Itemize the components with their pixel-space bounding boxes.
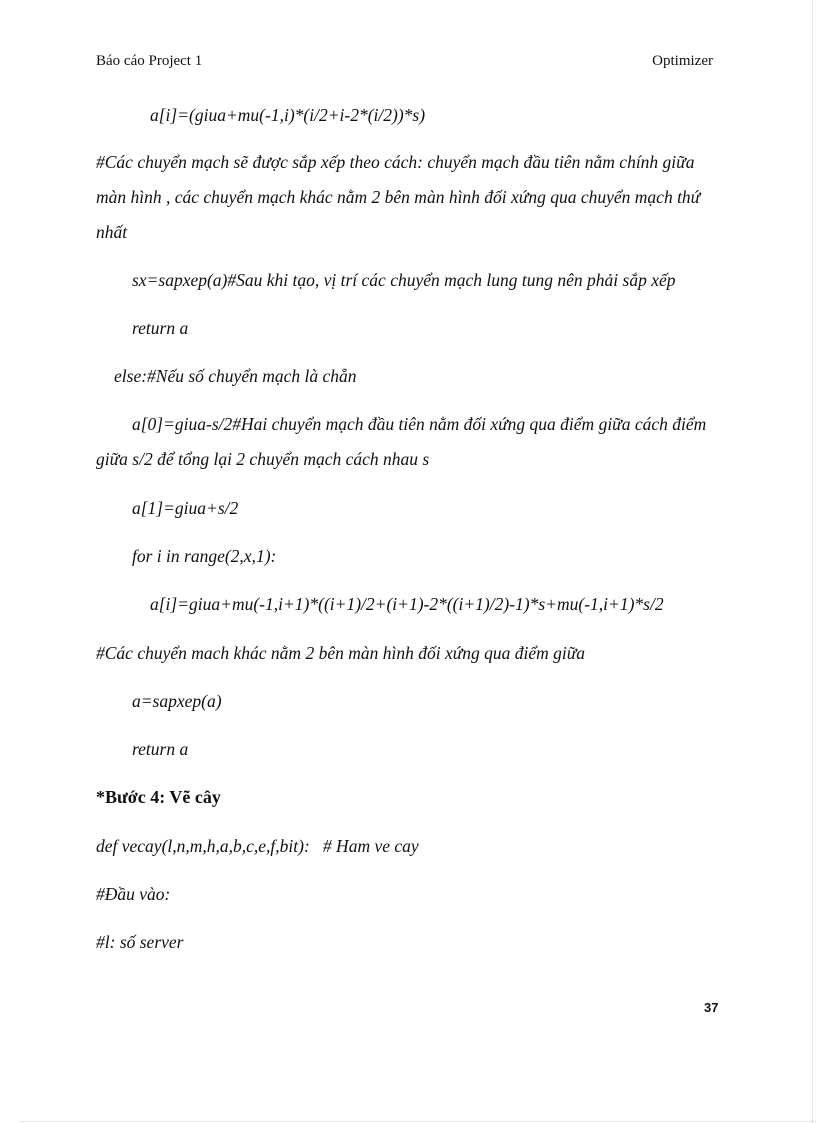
code-line-return-2: return a: [132, 739, 189, 759]
comment-inputs: #Đầu vào:: [96, 884, 171, 904]
comment-other-switches: #Các chuyển mach khác nằm 2 bên màn hình đối xứng qua điểm giữa: [96, 643, 586, 663]
page-edge-right: [812, 0, 815, 1123]
header-section-title: Optimizer: [652, 53, 713, 69]
code-line-a0: a[0]=giua-s/2#Hai chuyển mạch đầu tiên nằm đối xứng qua điểm giữa cách điểm giữa s/2 để tổng lại 2 chuyển mạch cách nhau s: [96, 414, 707, 469]
code-line-return-1: return a: [132, 318, 189, 338]
code-line-sort: sx=sapxep(a)#Sau khi tạo, vị trí các chuyển mạch lung tung nên phải sắp xếp: [132, 270, 676, 290]
code-line-a1: a[1]=giua+s/2: [132, 498, 239, 518]
code-line-loop-body: a[i]=giua+mu(-1,i+1)*((i+1)/2+(i+1)-2*((i+1)/2)-1)*s+mu(-1,i+1)*s/2: [150, 594, 664, 614]
code-line-def-vecay: def vecay(l,n,m,h,a,b,c,e,f,bit): # Ham ve cay: [96, 836, 419, 856]
comment-server-count: #l: số server: [96, 932, 184, 952]
header-report-title: Báo cáo Project 1: [96, 53, 203, 69]
code-line-for-loop: for i in range(2,x,1):: [132, 546, 277, 566]
code-line-sort-2: a=sapxep(a): [132, 691, 222, 711]
comment-switch-arrangement: #Các chuyển mạch sẽ được sắp xếp theo cách: chuyển mạch đầu tiên nằm chính giữa màn hình , các chuyển mạch khác nằm 2 bên màn hình đối xứng qua chuyển mạch thứ nhất: [96, 152, 701, 242]
page-number: 37: [704, 1000, 719, 1015]
section-heading-step-4: *Bước 4: Vẽ cây: [96, 787, 221, 807]
code-line-assign-ai: a[i]=(giua+mu(-1,i)*(i/2+i-2*(i/2))*s): [150, 105, 426, 125]
code-line-else: else:#Nếu số chuyển mạch là chẵn: [114, 366, 357, 386]
